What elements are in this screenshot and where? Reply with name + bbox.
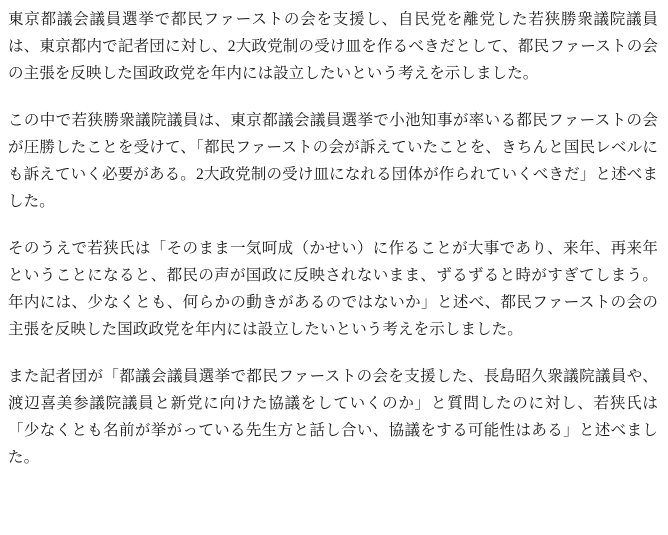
article-paragraph: この中で若狭勝衆議院議員は、東京都議会議員選挙で小池知事が率いる都民ファーストの会が圧勝したことを受けて、「都民ファーストの会が訴えていたことを、きちんと国民レベルにも訴えていく必要がある。2大政党制の受け皿になれる団体が作られていくべきだ」と述べました。 <box>8 112 658 210</box>
article-paragraph: また記者団が「都議会議員選挙で都民ファーストの会を支援した、長島昭久衆議院議員や、渡辺喜美参議院議員と新党に向けた協議をしていくのか」と質問したのに対し、若狭氏は「少なくとも名前が挙がっている先生方と話し合い、協議をする可能性はある」と述べました。 <box>8 368 658 466</box>
article-paragraph: 東京都議会議員選挙で都民ファーストの会を支援し、自民党を離党した若狭勝衆議院議員は、東京都内で記者団に対し、2大政党制の受け皿を作るべきだとして、都民ファーストの会の主張を反映した国政政党を年内には設立したいという考えを示しました。 <box>8 11 658 82</box>
article-paragraph: そのうえで若狭氏は「そのまま一気呵成（かせい）に作ることが大事であり、来年、再来年ということになると、都民の声が国政に反映されないまま、ずるずると時がすぎてしまう。年内には、少なくとも、何らかの動きがあるのではないか」と述べ、都民ファーストの会の主張を反映した国政政党を年内には設立したいという考えを示しました。 <box>8 240 658 338</box>
